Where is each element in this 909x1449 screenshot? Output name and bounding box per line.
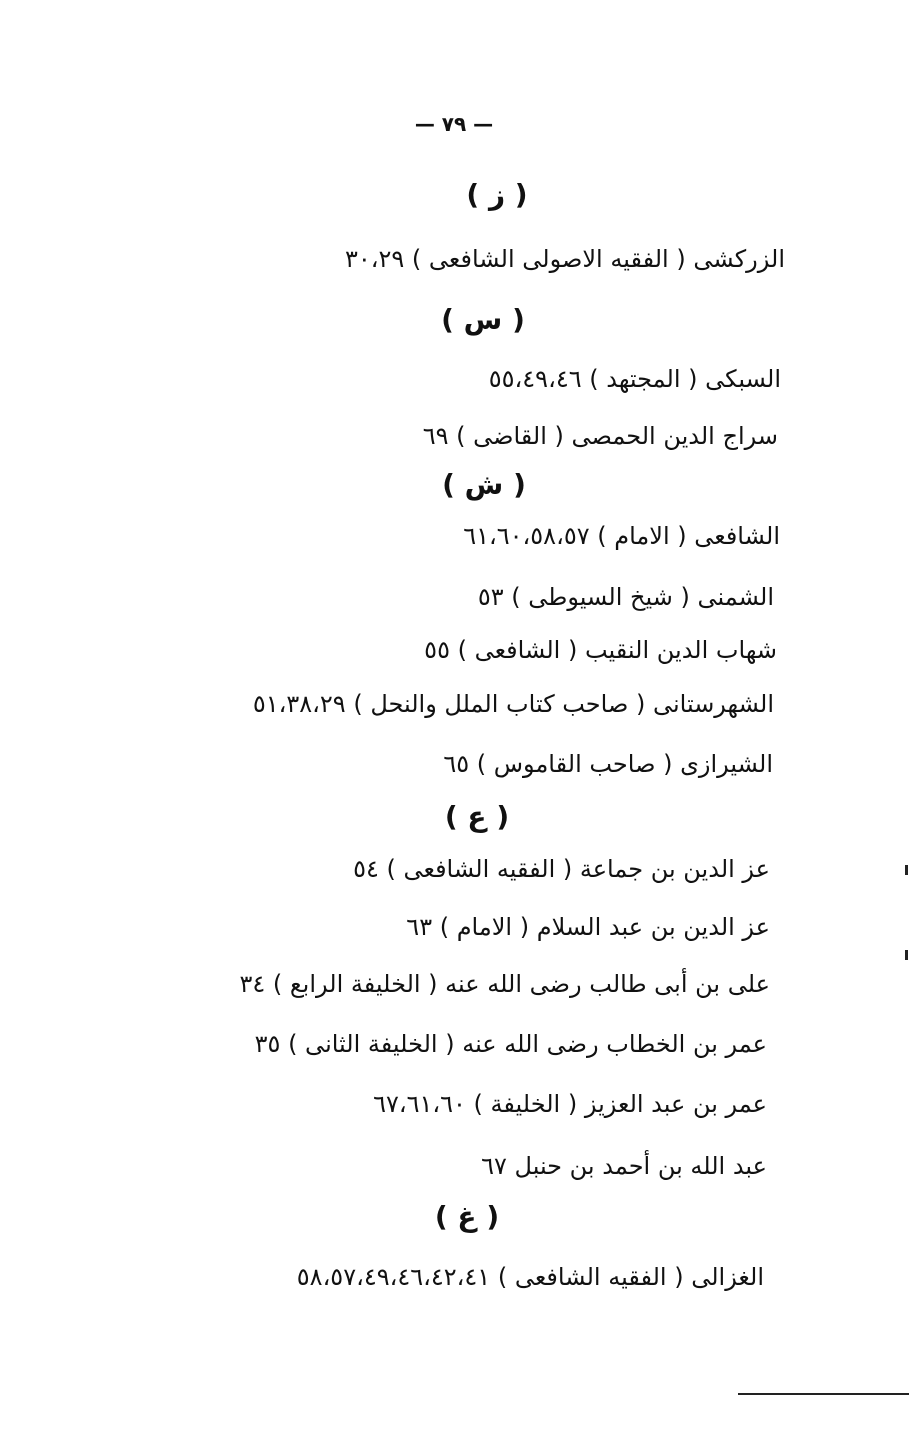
index-entry: عز الدين بن جماعة ( الفقيه الشافعى ) ٥٤ [353,855,770,883]
bottom-rule [738,1393,909,1395]
index-entry: الزركشى ( الفقيه الاصولى الشافعى ) ٣٠،٢٩ [344,245,785,273]
index-entry: عز الدين بن عبد السلام ( الامام ) ٦٣ [406,913,770,941]
index-entry: سراج الدين الحمصى ( القاضى ) ٦٩ [422,422,778,450]
section-letter: ( غ ) [434,1200,500,1233]
index-entry: عبد الله بن أحمد بن حنبل ٦٧ [481,1152,767,1180]
index-entry: عمر بن الخطاب رضى الله عنه ( الخليفة الثانى ) ٣٥ [254,1030,767,1058]
margin-mark [905,950,908,960]
index-entry: الشافعى ( الامام ) ٦١،٦٠،٥٨،٥٧ [463,522,780,550]
section-letter: ( ز ) [466,178,528,211]
margin-mark [905,865,908,875]
index-entry: الشيرازى ( صاحب القاموس ) ٦٥ [443,750,773,778]
section-letter: ( ع ) [444,800,510,833]
page-number: — ٧٩ — [414,112,494,136]
index-entry: الشمنى ( شيخ السيوطى ) ٥٣ [477,583,774,611]
index-entry: عمر بن عبد العزيز ( الخليفة ) ٦٧،٦١،٦٠ [373,1090,767,1118]
index-entry: شهاب الدين النقيب ( الشافعى ) ٥٥ [424,636,777,664]
section-letter: ( س ) [441,303,525,336]
index-entry: السبكى ( المجتهد ) ٥٥،٤٩،٤٦ [488,365,781,393]
index-entry: الشهرستانى ( صاحب كتاب الملل والنحل ) ٥١،٣٨،٢٩ [252,690,774,718]
index-entry: الغزالى ( الفقيه الشافعى ) ٥٨،٥٧،٤٩،٤٦،٤٢،٤١ [296,1263,764,1291]
section-letter: ( ش ) [442,468,526,501]
index-entry: على بن أبى طالب رضى الله عنه ( الخليفة الرابع ) ٣٤ [239,970,770,998]
